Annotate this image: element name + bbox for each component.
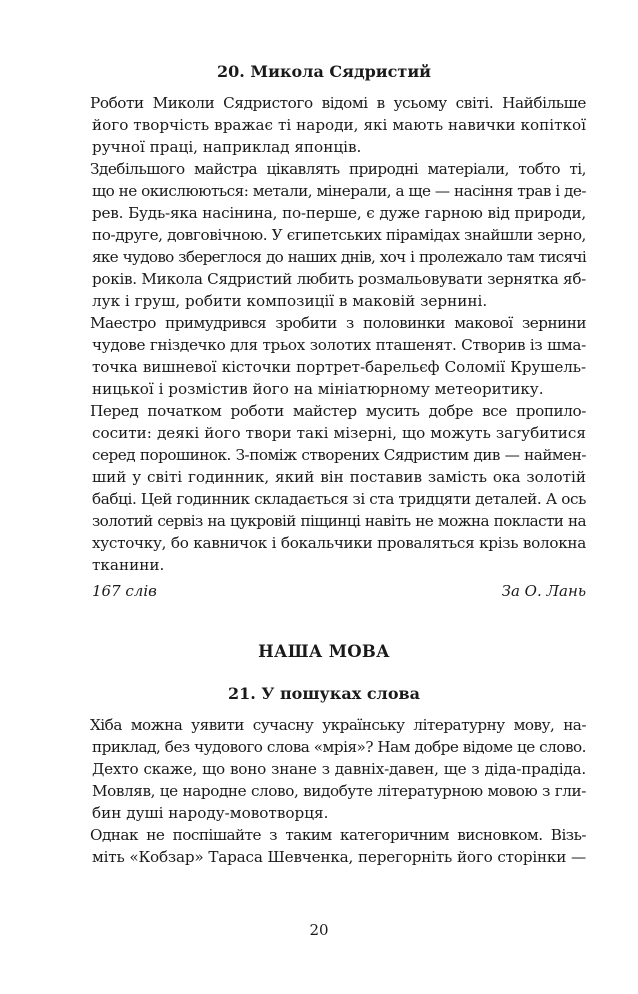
text-line: сосити: деякі його твори такі мізерні, що можуть загубитися [92,424,586,442]
text-line: точка вишневої кісточки портрет-барельєф Соломії Крушель- [92,358,586,376]
article-20-signature [62,580,586,602]
text-line: ницької і розмістив його на мініатюрному метеоритику. [92,380,544,398]
text-line: років. Микола Сядристий любить розмальовувати зернятка яб- [92,270,586,288]
text-line: бабці. Цей годинник складається зі ста тридцяти деталей. А ось [92,490,586,508]
article-20-body [62,92,586,576]
article-20-paragraph-1 [62,92,586,158]
text-line: що не окислюються: метали, мінерали, а ще — насіння трав і де- [92,182,586,200]
text-line: золотий сервіз на цукровій піщинці навіть не можна покласти на [92,512,586,530]
article-21-paragraph-1 [62,714,586,824]
text-line: Маестро примудрився зробити з половинки макової зернини [90,314,586,332]
article-20-paragraph-3 [62,312,586,400]
text-line: ручної праці, наприклад японців. [92,138,362,156]
article-21-paragraph-2 [62,824,586,868]
text-line: лук і груш, робити композиції в маковій зернині. [92,292,488,310]
article-21-title: 21. У пошуках слова [228,684,420,703]
word-count: 167 слів [92,582,157,600]
text-line: міть «Кобзар» Тараса Шевченка, перегорніть його сторінки — [92,848,586,866]
text-line: Здебільшого майстра цікавлять природні матеріали, тобто ті, [90,160,586,178]
article-20-title: 20. Микола Сядристий [216,62,432,81]
article-20-paragraph-2 [62,158,586,312]
text-line: серед порошинок. З-поміж створених Сядристим див — наймен- [92,446,586,464]
page-content [62,62,586,868]
text-line: Хіба можна уявити сучасну українську літературну мову, на- [90,716,586,734]
text-line: Однак не поспішайте з таким категоричним висновком. Візь- [90,826,586,844]
text-line: приклад, без чудового слова «мрія»? Нам добре відоме це слово. [92,738,586,756]
article-21-body [62,714,586,868]
text-line: яке чудово збереглося до наших днів, хоч і пролежало там тисячі [92,248,586,266]
section-heading: НАША МОВА [258,642,390,661]
text-line: рев. Будь-яка насінина, по-перше, є дуже гарною від природи, [92,204,586,222]
article-20-paragraph-4 [62,400,586,576]
text-line: Мовляв, це народне слово, видобуте літературною мовою з гли- [92,782,586,800]
source-attribution: За О. Лань [501,582,586,600]
text-line: Перед початком роботи майстер мусить добре все пропило- [90,402,586,420]
text-line: бин душі народу-мовотворця. [92,804,329,822]
text-line: Роботи Миколи Сядристого відомі в усьому світі. Найбільше [90,94,586,112]
text-line: чудове гніздечко для трьох золотих пташенят. Створив із шма- [92,336,586,354]
text-line: по-друге, довговічною. У єгипетських пірамідах знайшли зерно, [92,226,586,244]
text-line: Дехто скаже, що воно знане з давніх-давен, ще з діда-прадіда. [92,760,586,778]
text-line: його творчість вражає ті народи, які мають навички копіткої [92,116,586,134]
text-line: хусточку, бо кавничок і бокальчики проваляться крізь волокна [92,534,586,552]
text-line: тканини. [92,556,165,574]
text-line: ший у світі годинник, який він поставив замість ока золотій [92,468,586,486]
page-number: 20 [309,921,329,939]
